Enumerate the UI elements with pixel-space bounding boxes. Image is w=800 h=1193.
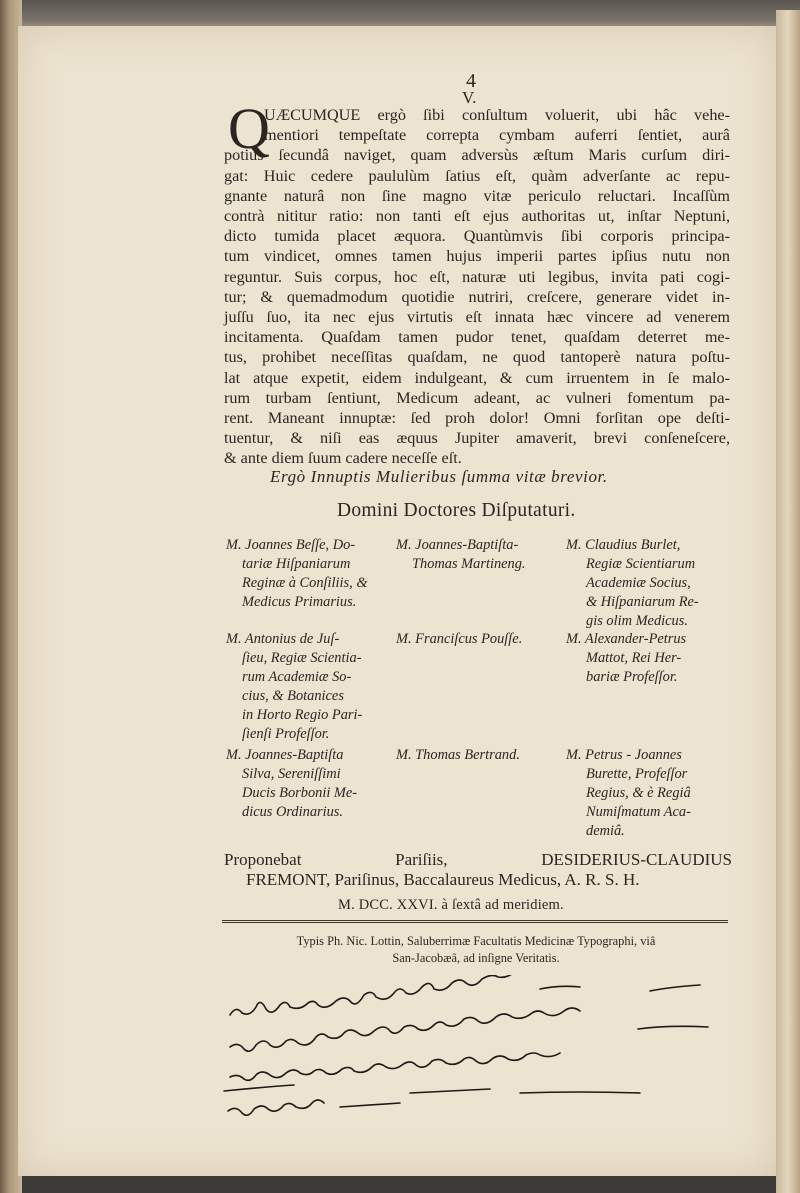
- disputants-heading: Domini Doctores Diſputaturi.: [337, 500, 576, 521]
- doctor-line: Silva, Sereniſſimi: [242, 766, 341, 782]
- book-page-edge: [776, 10, 800, 1193]
- doctor-line: bariæ Profeſſor.: [586, 669, 678, 685]
- doctor-line: Burette, Profeſſor: [586, 766, 688, 782]
- doctor-line: rum Academiæ So-: [242, 669, 352, 685]
- doctor-entry: [226, 746, 392, 822]
- doctor-line: gis olim Medicus.: [586, 613, 688, 629]
- doctor-line: dicus Ordinarius.: [242, 804, 344, 820]
- doctor-line: M. Claudius Burlet,: [566, 537, 681, 553]
- doctor-line: M. Petrus - Joannes: [566, 747, 682, 763]
- paragraph-line: potius ſecundâ naviget, quam adversùs æſtum Maris curſum diri-: [224, 146, 730, 165]
- doctor-entry: [566, 536, 738, 631]
- doctor-line: M. Joannes Beſſe, Do-: [226, 537, 356, 553]
- doctor-line: M. Franciſcus Pouſſe.: [396, 631, 523, 647]
- paragraph-line: UÆCUMQUE ergò ſibi conſultum voluerit, ubi hâc vehe-: [264, 106, 730, 124]
- printer-imprint: [236, 933, 716, 967]
- handwritten-annotation: [220, 975, 740, 1125]
- doctor-line: M. Alexander-Petrus: [566, 631, 687, 647]
- drop-cap: Q: [228, 96, 270, 161]
- doctor-line: Ducis Borbonii Me-: [242, 785, 358, 801]
- doctor-line: Reginæ à Conſiliis, &: [242, 575, 368, 591]
- doctor-line: Thomas Martineng.: [412, 556, 526, 572]
- doctor-line: M. Antonius de Juſ-: [226, 631, 340, 647]
- doctor-line: & Hiſpaniarum Re-: [586, 594, 699, 610]
- doctor-entry: [396, 630, 564, 649]
- paragraph-line: contrà nititur ratio: non tanti eſt ejus authoritas ut, inſtar Neptuni,: [224, 207, 730, 226]
- doctor-line: tariæ Hiſpaniarum: [242, 556, 351, 572]
- doctor-entry: [396, 746, 564, 765]
- paragraph-line: lat atque expetit, eidem indulgeant, & cum irruentem in ſe malo-: [224, 368, 730, 387]
- paragraph-line: dicto tumida placet æquora. Quantùmvis ſibi corporis principa-: [224, 227, 730, 246]
- doctor-entry: [226, 536, 392, 612]
- date-line: M. DCC. XXVI. à ſextâ ad meridiem.: [338, 897, 564, 913]
- respondent-line: Proponebat Pariſiis, DESIDERIUS-CLAUDIUS: [224, 850, 732, 869]
- doctor-line: M. Joannes-Baptiſta-: [396, 537, 519, 553]
- paragraph-line: reguntur. Suis corpus, hoc eſt, naturæ uti legibus, invita pati cogi-: [224, 267, 730, 286]
- doctor-line: cius, & Botanices: [242, 688, 344, 704]
- imprint-line: San-Jacobæâ, ad inſigne Veritatis.: [392, 951, 560, 965]
- paragraph-line: juſſu ſuo, ita nec ejus virtutis eſt innata hæc vincere ad venerem: [224, 308, 730, 327]
- section-number: V.: [462, 88, 477, 107]
- doctor-line: M. Thomas Bertrand.: [396, 747, 520, 763]
- paragraph-line: incitamenta. Quaſdam tamen pudor tenet, quaſdam deterret me-: [224, 328, 730, 347]
- double-rule: [222, 920, 728, 923]
- doctor-line: Academiæ Socius,: [586, 575, 691, 591]
- doctor-line: ſienſi Profeſſor.: [242, 726, 330, 742]
- doctor-line: demiâ.: [586, 823, 625, 839]
- doctor-entry: [396, 536, 564, 574]
- page-number: 4: [466, 70, 476, 92]
- respondent-block: [224, 850, 732, 890]
- paragraph-line: tur; & quemadmodum quotidie nutriri, creſcere, generare videt in-: [224, 287, 730, 306]
- doctor-line: ſieu, Regiæ Scientia-: [242, 650, 362, 666]
- paragraph-line: mentiori tempeſtate correpta cymbam auferri ſentiet, aurâ: [264, 126, 730, 145]
- main-paragraph: [224, 105, 730, 469]
- paragraph-line: rum turbam ſentiunt, Medicum adeant, ac vulneri fomentum pa-: [224, 388, 730, 407]
- paragraph-line: tus, prohibet neceſſitas quaſdam, ne quod tantoperè natura poſtu-: [224, 348, 730, 367]
- paragraph-line: gnante naturâ non ſine magno vitæ periculo reluctari. Incaſſùm: [224, 186, 730, 205]
- doctor-entry: [566, 746, 738, 841]
- conclusion: Ergò Innuptis Mulieribus ſumma vitæ brevior.: [270, 467, 608, 486]
- respondent-line: FREMONT, Pariſinus, Baccalaureus Medicus, A. R. S. H.: [246, 870, 640, 889]
- doctor-entry: [226, 630, 392, 744]
- paragraph-line: rent. Maneant innuptæ: ſed proh dolor! Omni forſitan ope deſti-: [224, 409, 730, 428]
- paragraph-line: tum vindicet, omnes tamen hujus imperii partes ipſius nutu non: [224, 247, 730, 266]
- paragraph-line: gat: Huic cedere paululùm ſatius eſt, quàm adverſante ac repu-: [224, 166, 730, 185]
- paragraph-line: tuentur, & niſi eas æquus Jupiter amaverit, brevi conſeneſcere,: [224, 429, 730, 448]
- doctor-line: Regiæ Scientiarum: [586, 556, 696, 572]
- imprint-line: Typis Ph. Nic. Lottin, Saluberrimæ Facultatis Medicinæ Typographi, viâ: [296, 934, 656, 948]
- doctor-line: in Horto Regio Pari-: [242, 707, 363, 723]
- doctor-line: Medicus Primarius.: [242, 594, 357, 610]
- doctor-line: Numiſmatum Aca-: [586, 804, 691, 820]
- doctor-line: Regius, & è Regiâ: [586, 785, 691, 801]
- doctor-line: M. Joannes-Baptiſta: [226, 747, 344, 763]
- doctor-entry: [566, 630, 738, 687]
- doctor-line: Mattot, Rei Her-: [586, 650, 682, 666]
- paragraph-line: & ante diem ſuum cadere neceſſe eſt.: [224, 449, 462, 468]
